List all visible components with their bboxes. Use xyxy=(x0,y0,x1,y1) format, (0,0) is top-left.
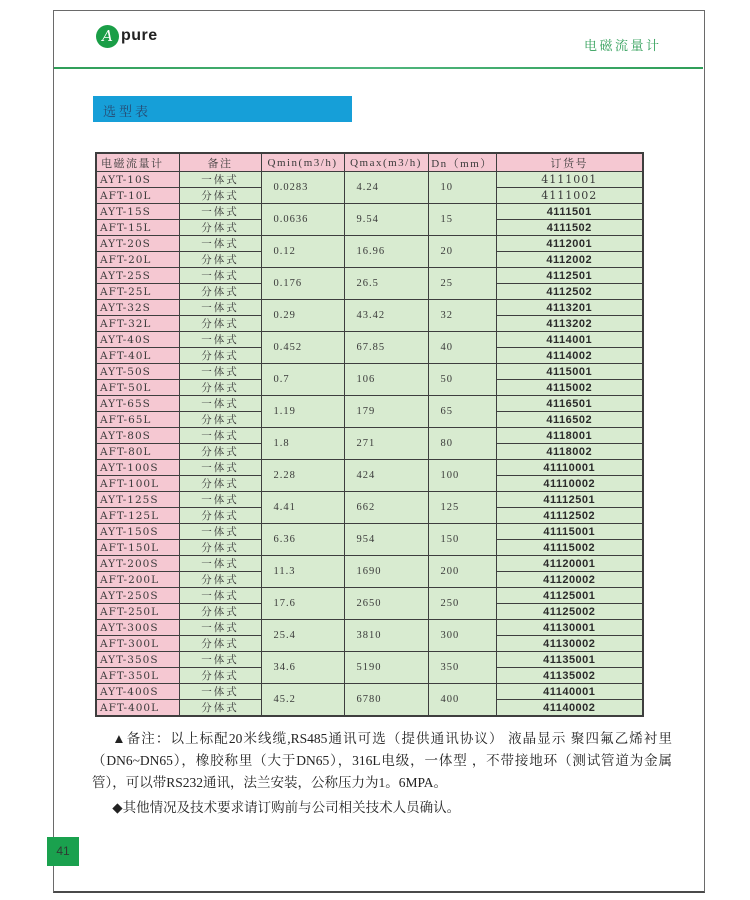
qmax-cell: 662 xyxy=(344,492,428,524)
table-header-row xyxy=(96,153,643,172)
model-cell: AFT-350L xyxy=(96,668,179,684)
type-cell: 一体式 xyxy=(179,460,261,476)
model-cell: AFT-40L xyxy=(96,348,179,364)
model-cell: AFT-15L xyxy=(96,220,179,236)
other-note: ◆其他情况及技术要求请订购前与公司相关技术人员确认。 xyxy=(112,800,461,815)
dn-cell: 250 xyxy=(428,588,496,620)
table-row xyxy=(96,492,643,508)
qmin-cell: 1.8 xyxy=(261,428,344,460)
type-cell: 分体式 xyxy=(179,284,261,300)
type-cell: 一体式 xyxy=(179,620,261,636)
model-cell: AYT-350S xyxy=(96,652,179,668)
type-cell: 一体式 xyxy=(179,588,261,604)
table-row xyxy=(96,556,643,572)
qmax-cell: 954 xyxy=(344,524,428,556)
type-cell: 分体式 xyxy=(179,540,261,556)
model-cell: AYT-32S xyxy=(96,300,179,316)
type-cell: 分体式 xyxy=(179,348,261,364)
type-cell: 一体式 xyxy=(179,684,261,700)
qmin-cell: 4.41 xyxy=(261,492,344,524)
qmax-cell: 5190 xyxy=(344,652,428,684)
page-number: 41 xyxy=(47,837,79,866)
type-cell: 分体式 xyxy=(179,444,261,460)
order-cell: 41130002 xyxy=(496,636,643,652)
order-cell: 4111001 xyxy=(496,172,643,188)
dn-cell: 50 xyxy=(428,364,496,396)
model-cell: AYT-50S xyxy=(96,364,179,380)
order-cell: 41112502 xyxy=(496,508,643,524)
type-cell: 一体式 xyxy=(179,652,261,668)
qmin-cell: 2.28 xyxy=(261,460,344,492)
qmin-cell: 0.0283 xyxy=(261,172,344,204)
model-cell: AYT-80S xyxy=(96,428,179,444)
type-cell: 分体式 xyxy=(179,700,261,717)
qmin-cell: 0.0636 xyxy=(261,204,344,236)
order-cell: 41125001 xyxy=(496,588,643,604)
order-cell: 4115001 xyxy=(496,364,643,380)
type-cell: 一体式 xyxy=(179,332,261,348)
order-cell: 41125002 xyxy=(496,604,643,620)
model-cell: AFT-250L xyxy=(96,604,179,620)
header-divider xyxy=(54,67,703,69)
order-cell: 41110002 xyxy=(496,476,643,492)
order-cell: 4111502 xyxy=(496,220,643,236)
table-row xyxy=(96,684,643,700)
type-cell: 分体式 xyxy=(179,636,261,652)
page-title: 电磁流量计 xyxy=(584,38,662,53)
dn-cell: 80 xyxy=(428,428,496,460)
model-cell: AYT-15S xyxy=(96,204,179,220)
dn-cell: 15 xyxy=(428,204,496,236)
qmax-cell: 1690 xyxy=(344,556,428,588)
qmin-cell: 0.176 xyxy=(261,268,344,300)
table-row xyxy=(96,268,643,284)
order-cell: 4112502 xyxy=(496,284,643,300)
model-cell: AYT-250S xyxy=(96,588,179,604)
order-cell: 4112002 xyxy=(496,252,643,268)
type-cell: 一体式 xyxy=(179,492,261,508)
dn-cell: 40 xyxy=(428,332,496,364)
type-cell: 一体式 xyxy=(179,428,261,444)
model-cell: AFT-32L xyxy=(96,316,179,332)
order-cell: 41112501 xyxy=(496,492,643,508)
model-cell: AYT-125S xyxy=(96,492,179,508)
qmax-cell: 9.54 xyxy=(344,204,428,236)
order-cell: 4118001 xyxy=(496,428,643,444)
model-cell: AYT-20S xyxy=(96,236,179,252)
table-row xyxy=(96,236,643,252)
dn-cell: 350 xyxy=(428,652,496,684)
type-cell: 分体式 xyxy=(179,668,261,684)
dn-cell: 32 xyxy=(428,300,496,332)
type-cell: 一体式 xyxy=(179,204,261,220)
qmax-cell: 26.5 xyxy=(344,268,428,300)
model-cell: AYT-150S xyxy=(96,524,179,540)
model-cell: AFT-400L xyxy=(96,700,179,717)
model-cell: AYT-40S xyxy=(96,332,179,348)
model-cell: AFT-100L xyxy=(96,476,179,492)
qmax-cell: 16.96 xyxy=(344,236,428,268)
dn-cell: 125 xyxy=(428,492,496,524)
qmin-cell: 6.36 xyxy=(261,524,344,556)
order-cell: 41115001 xyxy=(496,524,643,540)
order-cell: 4113201 xyxy=(496,300,643,316)
order-cell: 41110001 xyxy=(496,460,643,476)
order-cell: 41140001 xyxy=(496,684,643,700)
order-cell: 4112501 xyxy=(496,268,643,284)
model-cell: AYT-300S xyxy=(96,620,179,636)
qmin-cell: 0.7 xyxy=(261,364,344,396)
type-cell: 分体式 xyxy=(179,476,261,492)
order-cell: 41135001 xyxy=(496,652,643,668)
table-row xyxy=(96,428,643,444)
model-cell: AFT-65L xyxy=(96,412,179,428)
qmin-cell: 25.4 xyxy=(261,620,344,652)
dn-cell: 200 xyxy=(428,556,496,588)
dn-cell: 100 xyxy=(428,460,496,492)
selection-table xyxy=(95,152,644,717)
col-header-order: 订货号 xyxy=(496,153,643,172)
type-cell: 一体式 xyxy=(179,268,261,284)
col-header-qmax: Qmax(m3/h) xyxy=(344,153,428,172)
dn-cell: 20 xyxy=(428,236,496,268)
order-cell: 4116502 xyxy=(496,412,643,428)
order-cell: 4111002 xyxy=(496,188,643,204)
qmax-cell: 3810 xyxy=(344,620,428,652)
qmax-cell: 106 xyxy=(344,364,428,396)
qmin-cell: 34.6 xyxy=(261,652,344,684)
type-cell: 分体式 xyxy=(179,220,261,236)
model-cell: AFT-10L xyxy=(96,188,179,204)
order-cell: 41130001 xyxy=(496,620,643,636)
dn-cell: 400 xyxy=(428,684,496,717)
brand-logo-text: pure xyxy=(121,27,158,44)
type-cell: 分体式 xyxy=(179,604,261,620)
table-body xyxy=(96,172,643,717)
qmin-cell: 45.2 xyxy=(261,684,344,717)
table-row xyxy=(96,460,643,476)
table-row xyxy=(96,396,643,412)
type-cell: 分体式 xyxy=(179,508,261,524)
brand-logo-icon xyxy=(96,25,119,48)
type-cell: 分体式 xyxy=(179,188,261,204)
type-cell: 分体式 xyxy=(179,572,261,588)
qmin-cell: 0.12 xyxy=(261,236,344,268)
order-cell: 4112001 xyxy=(496,236,643,252)
order-cell: 4116501 xyxy=(496,396,643,412)
model-cell: AYT-200S xyxy=(96,556,179,572)
type-cell: 一体式 xyxy=(179,172,261,188)
qmin-cell: 0.452 xyxy=(261,332,344,364)
col-header-model: 电磁流量计 xyxy=(96,153,179,172)
model-cell: AFT-150L xyxy=(96,540,179,556)
qmax-cell: 6780 xyxy=(344,684,428,717)
order-cell: 4115002 xyxy=(496,380,643,396)
type-cell: 一体式 xyxy=(179,396,261,412)
table-row xyxy=(96,364,643,380)
order-cell: 41135002 xyxy=(496,668,643,684)
model-cell: AYT-10S xyxy=(96,172,179,188)
model-cell: AFT-20L xyxy=(96,252,179,268)
order-cell: 4111501 xyxy=(496,204,643,220)
order-cell: 4114002 xyxy=(496,348,643,364)
type-cell: 分体式 xyxy=(179,412,261,428)
table-row xyxy=(96,652,643,668)
col-header-type: 备注 xyxy=(179,153,261,172)
qmax-cell: 43.42 xyxy=(344,300,428,332)
model-cell: AYT-100S xyxy=(96,460,179,476)
model-cell: AYT-400S xyxy=(96,684,179,700)
model-cell: AFT-300L xyxy=(96,636,179,652)
remark-note: ▲备注：以上标配20米线缆,RS485通讯可选（提供通讯协议） 液晶显示 聚四氟乙烯衬里（DN6~DN65），橡胶称里（大于DN65），316L电级，一体型 ，不带接地环（测试管道为金属管），可以带RS232通讯，法兰安装，公称压力为1。6MPA。 xyxy=(92,731,672,790)
table-row xyxy=(96,204,643,220)
table-row xyxy=(96,172,643,188)
section-title: 选型表 xyxy=(103,104,152,119)
order-cell: 41120001 xyxy=(496,556,643,572)
order-cell: 4118002 xyxy=(496,444,643,460)
qmin-cell: 17.6 xyxy=(261,588,344,620)
section-banner xyxy=(93,96,352,122)
type-cell: 一体式 xyxy=(179,524,261,540)
order-cell: 41120002 xyxy=(496,572,643,588)
dn-cell: 150 xyxy=(428,524,496,556)
qmin-cell: 11.3 xyxy=(261,556,344,588)
qmax-cell: 4.24 xyxy=(344,172,428,204)
qmax-cell: 271 xyxy=(344,428,428,460)
table-row xyxy=(96,620,643,636)
table-row xyxy=(96,300,643,316)
qmax-cell: 2650 xyxy=(344,588,428,620)
model-cell: AYT-65S xyxy=(96,396,179,412)
type-cell: 一体式 xyxy=(179,236,261,252)
type-cell: 分体式 xyxy=(179,380,261,396)
type-cell: 一体式 xyxy=(179,300,261,316)
qmax-cell: 424 xyxy=(344,460,428,492)
table-row xyxy=(96,588,643,604)
logo-letter: A xyxy=(102,27,113,45)
qmax-cell: 179 xyxy=(344,396,428,428)
dn-cell: 300 xyxy=(428,620,496,652)
dn-cell: 25 xyxy=(428,268,496,300)
order-cell: 41115002 xyxy=(496,540,643,556)
type-cell: 一体式 xyxy=(179,364,261,380)
type-cell: 分体式 xyxy=(179,316,261,332)
order-cell: 41140002 xyxy=(496,700,643,717)
table-row xyxy=(96,332,643,348)
model-cell: AFT-25L xyxy=(96,284,179,300)
qmax-cell: 67.85 xyxy=(344,332,428,364)
type-cell: 一体式 xyxy=(179,556,261,572)
dn-cell: 65 xyxy=(428,396,496,428)
model-cell: AYT-25S xyxy=(96,268,179,284)
dn-cell: 10 xyxy=(428,172,496,204)
type-cell: 分体式 xyxy=(179,252,261,268)
qmin-cell: 1.19 xyxy=(261,396,344,428)
order-cell: 4113202 xyxy=(496,316,643,332)
model-cell: AFT-80L xyxy=(96,444,179,460)
table-row xyxy=(96,524,643,540)
col-header-qmin: Qmin(m3/h) xyxy=(261,153,344,172)
model-cell: AFT-200L xyxy=(96,572,179,588)
col-header-dn: Dn（mm） xyxy=(428,153,496,172)
qmin-cell: 0.29 xyxy=(261,300,344,332)
order-cell: 4114001 xyxy=(496,332,643,348)
model-cell: AFT-50L xyxy=(96,380,179,396)
table-header xyxy=(96,153,643,172)
model-cell: AFT-125L xyxy=(96,508,179,524)
